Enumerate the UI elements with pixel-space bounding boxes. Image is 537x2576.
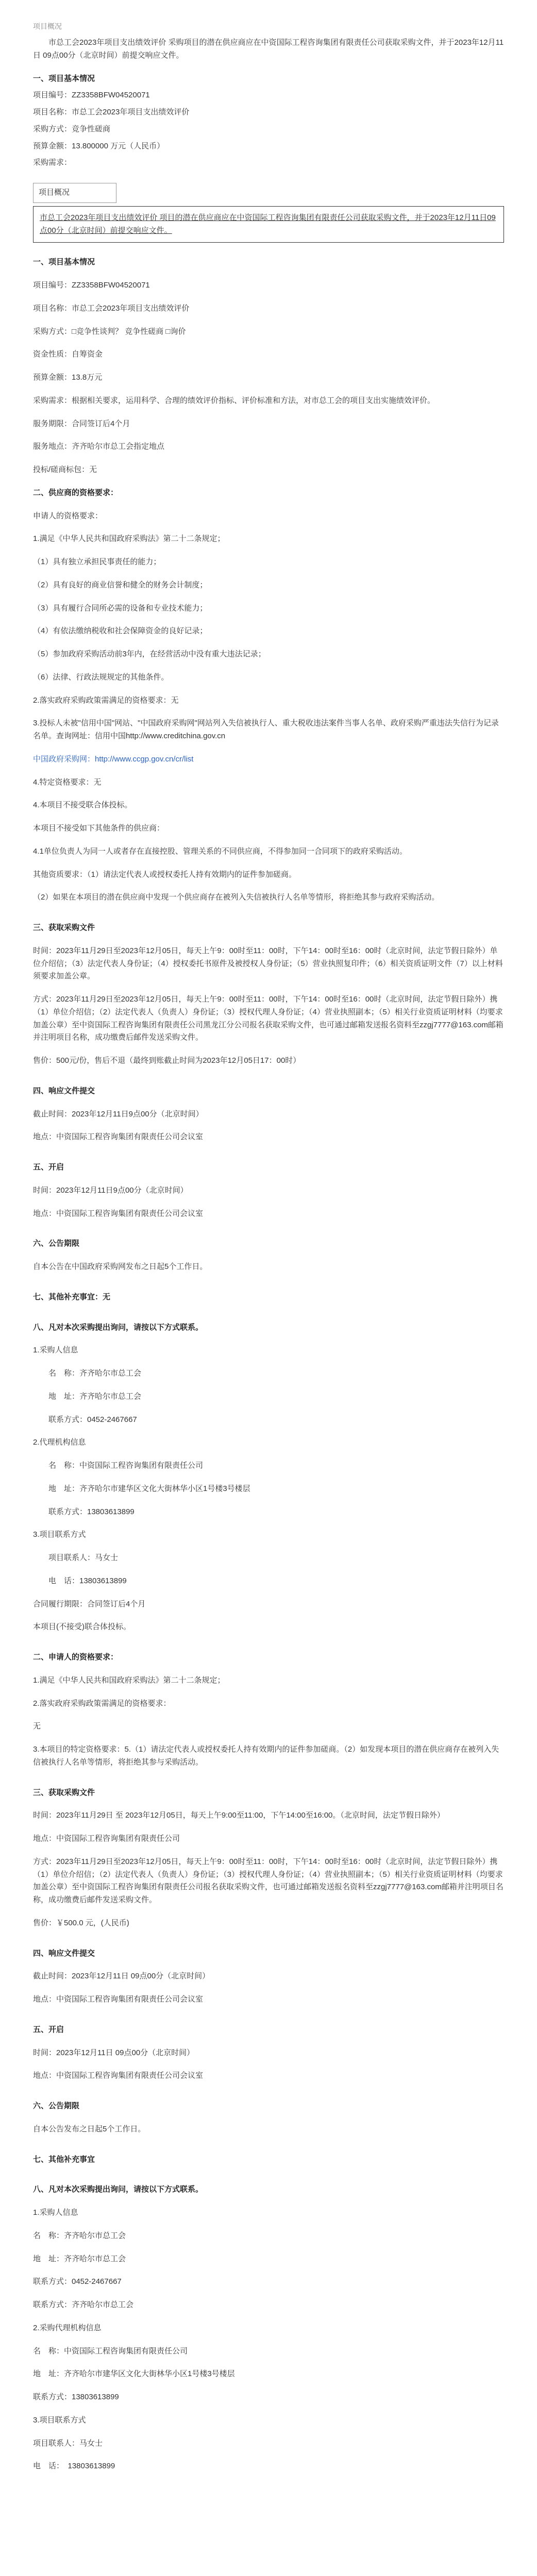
buyer-label: 1.采购人信息 (33, 1346, 78, 1355)
repeat-section7-heading: 七、其他补充事宜 (33, 2155, 95, 2164)
requirement-item: （4）有依法缴纳税收和社会保障资金的良好记录； (33, 626, 208, 636)
repeat-section3-heading: 三、获取采购文件 (33, 1788, 95, 1797)
repeat-contact-label: 3.项目联系方式 (33, 2415, 86, 2425)
other-conditions-label: 本项目不接受如下其他条件的供应商： (33, 824, 165, 833)
lots-text: 投标/磋商标包：无 (33, 465, 97, 474)
service-place: 服务地点：齐齐哈尔市总工会指定地点 (33, 442, 165, 451)
agent-label: 2.代理机构信息 (33, 1438, 86, 1447)
repeat-specific: 3.本项目的特定资格要求：5.（1）请法定代表人或授权委托人持有效期内的证件参加磋商。（2）如发现本项目的潜在供应商存在被列入失信被执行人名单等情形，将拒绝其参与采购活动。 (33, 1745, 499, 1767)
requirement-item: （6）法律、行政法规规定的其他条件。 (33, 672, 169, 682)
budget-amount: 预算金额：13.800000 万元（人民币） (33, 141, 165, 150)
repeat-deadline: 截止时间：2023年12月11日 09点00分（北京时间） (33, 1972, 210, 1981)
buyer-address: 地 址：齐齐哈尔市总工会 (48, 1392, 142, 1401)
section6-heading: 六、公告期限 (33, 1239, 80, 1248)
repeat-contact-name: 项目联系人：马女士 (33, 2438, 103, 2448)
repeat-section5-heading: 五、开启 (33, 2025, 64, 2034)
ccgp-link[interactable]: 中国政府采购网：http://www.ccgp.gov.cn/cr/list (33, 754, 194, 764)
overview-box (33, 183, 116, 203)
page-header-title: 项目概况 (33, 22, 62, 30)
agent-name: 名 称：中资国际工程咨询集团有限责任公司 (48, 1461, 204, 1470)
repeat-contact-phone: 电 话： 13803613899 (33, 2462, 115, 2471)
contact-name: 项目联系人：马女士 (48, 1553, 119, 1563)
obtain-way: 方式：2023年11月29日至2023年12月05日，每天上午9：00时至11：00时，下午14：00时至16：00时（北京时间，法定节假日除外）携（1）单位介绍信；（2）法定代表人（负责人）身份证；（3）授权代理人身份证；（4）营业执照副本；（5）相关行业资质证明材料（均要求加盖公章）至中资国际工程咨询集团有限责任公司黑龙江分公司报名获取采购文件，也可通过邮箱发送报名资料至zzgj7777@163.com邮箱并注明项目名称，成功缴费后邮件发送采购文件。 (33, 995, 504, 1042)
other-condition: 4.1单位负责人为同一人或者存在直接控股、管理关系的不同供应商，不得参加同一合同项下的政府采购活动。 (33, 846, 407, 856)
other-condition: （2）如果在本项目的潜在供应商中发现一个供应商存在被列入失信被执行人名单等情形，将拒绝其参与政府采购活动。 (33, 893, 440, 902)
document-price: 售价：500元/份，售后不退（最终到账截止时间为2023年12月05日17：00时） (33, 1056, 301, 1065)
overview-label: 项目概况 (39, 188, 70, 197)
repeat-section2-heading: 二、申请人的资格要求： (33, 1653, 119, 1662)
repeat-section6-heading: 六、公告期限 (33, 2102, 80, 2111)
agent-address: 地 址：齐齐哈尔市建华区文化大街林华小区1号楼3号楼层 (48, 1484, 250, 1493)
project-name: 项目名称：市总工会2023年项目支出绩效评价 (33, 108, 190, 117)
repeat-obtain-time: 时间：2023年11月29日 至 2023年12月05日，每天上午9:00至11:00，下午14:00至16:00。（北京时间，法定节假日除外） (33, 1811, 445, 1820)
overview-text-box (33, 206, 504, 243)
requirements-label: 采购需求： (33, 158, 72, 167)
demand-text: 采购需求：根据相关要求，运用科学、合理的绩效评价指标、评价标准和方法，对市总工会的项目支出实施绩效评价。 (33, 396, 435, 405)
budget-amount-2: 预算金额：13.8万元 (33, 373, 103, 382)
repeat-agent-label: 2.采购代理机构信息 (33, 2323, 102, 2332)
repeat-agent-address: 地 址：齐齐哈尔市建华区文化大街林华小区1号楼3号楼层 (33, 2369, 235, 2379)
section5-heading: 五、开启 (33, 1163, 64, 1172)
repeat-buyer-phone: 联系方式：0452-2467667 (33, 2277, 122, 2286)
section2-heading: 二、供应商的资格要求： (33, 488, 119, 497)
buyer-phone: 联系方式：0452-2467667 (48, 1415, 137, 1424)
repeat-obtain-place: 地点：中资国际工程咨询集团有限责任公司 (33, 1834, 180, 1843)
repeat-agent-name: 名 称：中资国际工程咨询集团有限责任公司 (33, 2346, 188, 2355)
special-requirement: 2.落实政府采购政策需满足的资格要求：无 (33, 696, 179, 705)
no-joint-note: 本项目(不接受)联合体投标。 (33, 1622, 131, 1632)
repeat-buyer-contact: 联系方式：齐齐哈尔市总工会 (33, 2300, 134, 2310)
repeat-price: 售价：￥500.0 元，(人民币) (33, 1918, 129, 1927)
credit-requirement: 3.投标人未被"信用中国"网站、"中国政府采购网"网站列入失信被执行人、重大税收违法案件当事人名单、政府采购严重违法失信行为记录名单。查询网址：信用中国http://www.creditchina.gov.cn (33, 719, 499, 741)
repeat-obtain-way: 方式：2023年11月29日至2023年12月05日，每天上午9：00时至11：00时，下午14：00时至16：00时（北京时间，法定节假日除外）携（1）单位介绍信；（2）法定代表人（负责人）身份证；（3）授权代理人身份证；（4）营业执照副本；（5）相关行业资质证明材料（均要求加盖公章）至中资国际工程咨询集团有限责任公司报名获取采购文件，也可通过邮箱发送报名资料至zzgj7777@163.com邮箱并注明项目名称，成功缴费后邮件发送采购文件。 (33, 1857, 504, 1905)
repeat-period: 自本公告发布之日起5个工作日。 (33, 2124, 146, 2133)
repeat-policy-value: 无 (33, 1722, 41, 1731)
section8-heading: 八、凡对本次采购提出询问，请按以下方式联系。 (33, 1323, 204, 1332)
project-number: 项目编号：ZZ3358BFW04520071 (33, 91, 150, 100)
other-condition: 其他资质要求：（1）请法定代表人或授权委托人持有效期内的证件参加磋商。 (33, 870, 296, 879)
agent-phone: 联系方式：13803613899 (48, 1507, 135, 1516)
notice-period: 自本公告在中国政府采购网发布之日起5个工作日。 (33, 1262, 208, 1272)
joint-bid-note: 4.本项目不接受联合体投标。 (33, 801, 132, 810)
repeat-section8-heading: 八、凡对本次采购提出询问，请按以下方式联系。 (33, 2185, 204, 2194)
requirement-item: （5）参加政府采购活动前3年内，在经营活动中没有重大违法记录； (33, 650, 266, 659)
section1-heading: 一、项目基本情况 (33, 74, 95, 83)
section3-heading: 三、获取采购文件 (33, 923, 95, 933)
requirement-item: （2）具有良好的商业信誉和健全的财务会计制度； (33, 580, 208, 589)
requirement-item: （3）具有履行合同所必需的设备和专业技术能力； (33, 603, 208, 613)
purchase-method-2: 采购方式：□竞争性谈判？ 竞争性磋商 □询价 (33, 327, 186, 336)
obtain-time: 时间：2023年11月29日至2023年12月05日，每天上午9：00时至11：00时，下午14：00时至16：00时（北京时间，法定节假日除外）单位介绍信；（3）法定代表人身份证；（4）授权委托书原件及被授权人身份证；（5）营业执照复印件；（6）相关资质证明文件（7）以上材料须要求加盖公章。 (33, 946, 503, 981)
repeat-law: 1.满足《中华人民共和国政府采购法》第二十二条规定； (33, 1675, 225, 1685)
submit-deadline: 截止时间：2023年12月11日9点00分（北京时间） (33, 1109, 204, 1118)
basic-requirements-label: 申请人的资格要求： (33, 511, 103, 520)
project-name-2: 项目名称：市总工会2023年项目支出绩效评价 (33, 303, 190, 313)
project-number-2: 项目编号：ZZ3358BFW04520071 (33, 281, 150, 290)
contact-phone: 电 话：13803613899 (48, 1576, 127, 1585)
overview-text: 市总工会2023年项目支出绩效评价 项目的潜在供应商应在中资国际工程咨询集团有限责任公司获取采购文件，并于2023年12月11日09点00分（北京时间）前提交响应文件。 (40, 213, 496, 235)
purchase-method: 采购方式：竞争性磋商 (33, 124, 111, 133)
open-time: 时间：2023年12月11日9点00分（北京时间） (33, 1185, 188, 1195)
section7-heading: 七、其他补充事宜：无 (33, 1292, 111, 1301)
repeat-buyer-address: 地 址：齐齐哈尔市总工会 (33, 2254, 126, 2263)
law-requirement: 1.满足《中华人民共和国政府采购法》第二十二条规定； (33, 534, 225, 544)
service-time: 服务期限：合同签订后4个月 (33, 419, 130, 428)
repeat-buyer-name: 名 称：齐齐哈尔市总工会 (33, 2231, 126, 2240)
section4-heading: 四、响应文件提交 (33, 1086, 95, 1095)
fund-type: 资金性质：自筹资金 (33, 350, 103, 359)
buyer-name: 名 称：齐齐哈尔市总工会 (48, 1369, 142, 1378)
intro-paragraph: 市总工会2023年项目支出绩效评价 采购项目的潜在供应商应在中资国际工程咨询集团有限责任公司获取采购文件，并于2023年12月11日 09点00分（北京时间）前提交响应文件。 (33, 38, 504, 60)
contract-time: 合同履行期限：合同签订后4个月 (33, 1599, 146, 1608)
contact-label: 3.项目联系方式 (33, 1530, 86, 1539)
repeat-open-place: 地点：中资国际工程咨询集团有限责任公司会议室 (33, 2071, 204, 2080)
requirement-item: （1）具有独立承担民事责任的能力； (33, 557, 161, 567)
specific-requirement: 4.特定资格要求：无 (33, 777, 102, 787)
open-place: 地点：中资国际工程咨询集团有限责任公司会议室 (33, 1209, 204, 1218)
repeat-policy: 2.落实政府采购政策需满足的资格要求： (33, 1699, 171, 1708)
repeat-deadline-place: 地点：中资国际工程咨询集团有限责任公司会议室 (33, 1995, 204, 2004)
repeat-section4-heading: 四、响应文件提交 (33, 1948, 95, 1958)
submit-place: 地点：中资国际工程咨询集团有限责任公司会议室 (33, 1132, 204, 1142)
repeat-open-time: 时间：2023年12月11日 09点00分（北京时间） (33, 2048, 195, 2057)
section1b-heading: 一、项目基本情况 (33, 258, 95, 267)
repeat-agent-phone: 联系方式：13803613899 (33, 2393, 119, 2402)
repeat-buyer-label: 1.采购人信息 (33, 2208, 78, 2217)
